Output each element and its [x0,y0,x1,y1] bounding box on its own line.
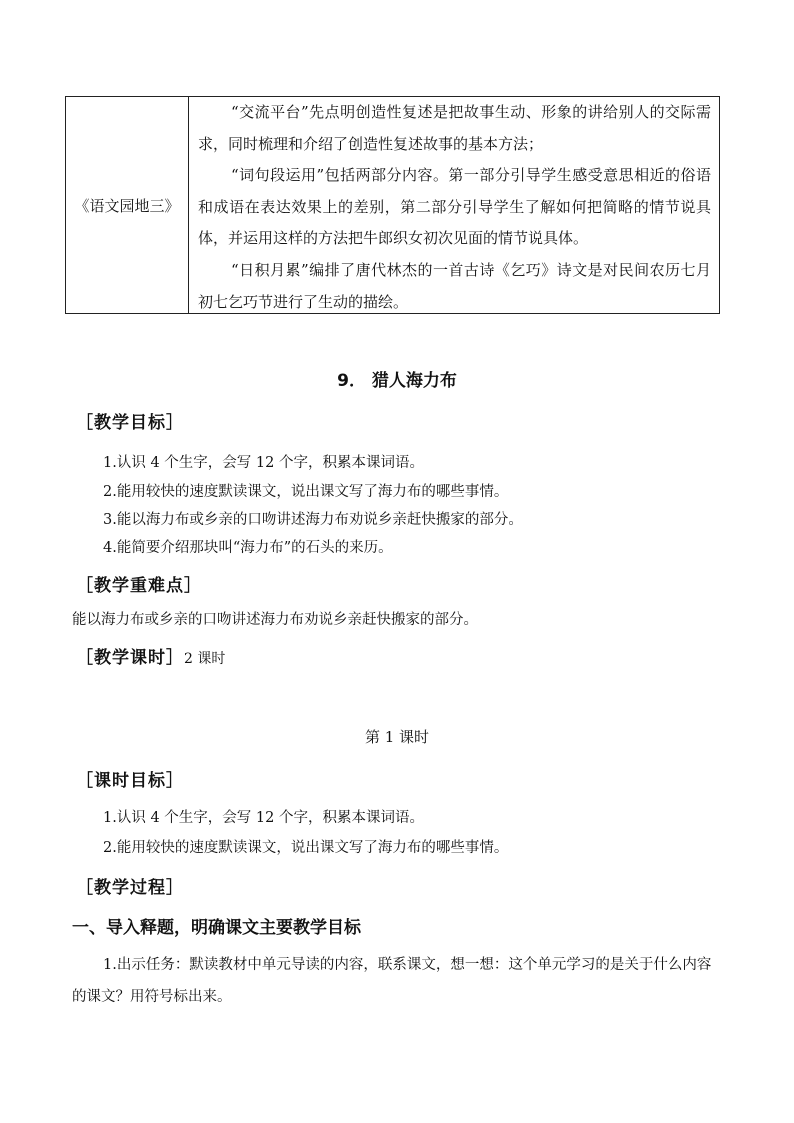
key-points-text: 能以海力布或乡亲的口吻讲述海力布劝说乡亲赶快搬家的部分。 [72,612,478,628]
hours-value: 2 课时 [184,651,226,667]
table-paragraph: “日积月累”编排了唐代林杰的一首古诗《乞巧》诗文是对民间农历七月初七乞巧节进行了生动的描绘。 [198,260,711,311]
goals-heading: ［教学目标］ [76,413,184,433]
goal-item: 3.能以海力布或乡亲的口吻讲述海力布劝说乡亲赶快搬家的部分。 [103,512,523,528]
process-section-title: 一、导入释题，明确课文主要教学目标 [72,918,361,938]
table-right-cell [189,97,719,313]
goal-item: 1.认识 4 个生字，会写 12 个字，积累本课词语。 [103,455,424,471]
process-heading: ［教学过程］ [76,878,184,898]
period-goals-heading: ［课时目标］ [76,771,184,791]
goal-item: 2.能用较快的速度默读课文，说出课文写了海力布的哪些事情。 [103,484,509,500]
key-points-heading: ［教学重难点］ [76,576,202,596]
table-paragraph: “交流平台”先点明创造性复述是把故事生动、形象的讲给别人的交际需求，同时梳理和介绍了创造性复述故事的基本方法； [198,103,711,153]
table-left-cell: 《语文园地三》 [66,97,189,313]
unit-summary-table [65,96,720,314]
hours-heading [76,643,225,668]
period-goal-item: 1.认识 4 个生字，会写 12 个字，积累本课词语。 [103,810,424,826]
hours-label: ［教学课时］ [76,648,184,668]
period-goal-item: 2.能用较快的速度默读课文，说出课文写了海力布的哪些事情。 [103,840,509,856]
table-paragraph: “词句段运用”包括两部分内容。第一部分引导学生感受意思相近的俗语和成语在表达效果上的差别，第二部分引导学生了解如何把简略的情节说具体，并运用这样的方法把牛郎织女初次见面的情节说具体。 [198,166,711,248]
period-title: 第 1 课时 [364,728,430,746]
lesson-title: 9． 猎人海力布 [337,371,457,391]
process-paragraph: 1.出示任务：默读教材中单元导读的内容，联系课文，想一想：这个单元学习的是关于什么内容的课文？用符号标出来。 [72,957,712,1005]
goal-item: 4.能简要介绍那块叫“海力布”的石头的来历。 [103,540,393,556]
